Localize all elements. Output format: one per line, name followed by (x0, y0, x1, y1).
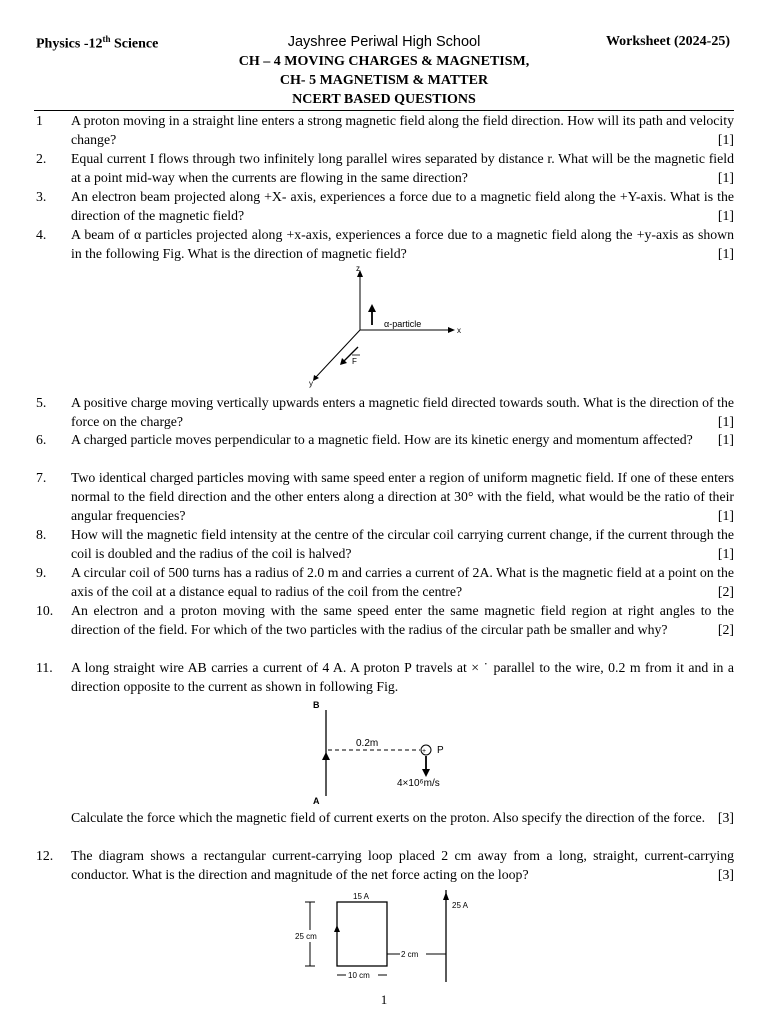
y-axis-label: y (309, 379, 313, 388)
force-label: F (352, 357, 357, 366)
question-7: 7. Two identical charged particles moving with same speed enter a region of uniform magnetic field. If one of these enters normal to the field direction and the other enters along a direction at 30° with the field, what would be the ratio of their angular frequencies? [1] (36, 470, 734, 523)
alpha-particle-label: α-particle (384, 319, 422, 329)
chapter-title-1: CH – 4 MOVING CHARGES & MAGNETISM, (238, 54, 530, 69)
wire-proton-figure (300, 696, 480, 808)
loop-width-label: 10 cm (348, 971, 370, 980)
loop-current-label: 15 A (353, 892, 370, 901)
question-2: 2. Equal current I flows through two infinitely long parallel wires separated by distance r. What will be the magnetic field at a point mid-way when the currents are flowing in the same direction? [1] (36, 151, 734, 185)
page-number: 1 (380, 992, 388, 1007)
proton-speed-label: 4×10⁶m/s (397, 778, 440, 789)
question-8: 8. How will the magnetic field intensity at the centre of the circular coil carrying current change, if the current through the coil is doubled and the radius of the coil is halved? [1] (36, 527, 734, 561)
question-1: 1 A proton moving in a straight line enters a strong magnetic field along the field direction. How will its path and velocity change? [1] (36, 113, 734, 147)
loop-conductor-figure (290, 888, 490, 986)
loop-height-label: 25 cm (295, 932, 317, 941)
wire-current-label: 25 A (452, 901, 469, 910)
wire-end-b-label: B (313, 700, 320, 710)
chapter-title-2: CH- 5 MAGNETISM & MATTER (279, 73, 489, 88)
z-axis-label: z (356, 265, 360, 273)
worksheet-label: Worksheet (2024-25) (605, 34, 730, 49)
section-title: NCERT BASED QUESTIONS (292, 92, 476, 107)
subject-label: Physics -12th Science (36, 34, 159, 52)
x-axis-label: x (457, 326, 461, 335)
question-5: 5. A positive charge moving vertically upwards enters a magnetic field directed towards south. What is the direction of the force on the charge? [1] (36, 395, 734, 429)
question-12: 12. The diagram shows a rectangular current-carrying loop placed 2 cm away from a long, straight, current-carrying conductor. What is the direction and magnitude of the net force acting on the loop? [3] (36, 848, 734, 882)
question-11-part-b: Calculate the force which the magnetic field of current exerts on the proton. Also specify the direction of the force. [3] (71, 810, 734, 825)
question-3: 3. An electron beam projected along +X- axis, experiences a force due to a magnetic field along the +Y-axis. What is the direction of the magnetic field? [1] (36, 189, 734, 223)
school-name: Jayshree Periwal High School (287, 34, 481, 50)
question-11: 11. A long straight wire AB carries a current of 4 A. A proton P travels at × ˙ parallel to the wire, 0.2 m from it and in a direction opposite to the current as shown in following Fig. (36, 660, 734, 694)
question-9: 9. A circular coil of 500 turns has a radius of 2.0 m and carries a current of 2A. What is the magnetic field at a point on the axis of the coil at a distance equal to radius of the coil from the centre? [2] (36, 565, 734, 599)
alpha-particle-axes-figure (300, 265, 480, 390)
gap-distance-label: 2 cm (401, 950, 419, 959)
proton-label: P (437, 745, 444, 756)
question-6: 6. A charged particle moves perpendicular to a magnetic field. How are its kinetic energy and momentum affected? [1] (36, 432, 734, 447)
distance-label: 0.2m (356, 738, 379, 749)
question-4: 4. A beam of α particles projected along +x-axis, experiences a force due to a magnetic field along the +y-axis as shown in the following Fig. What is the direction of magnetic field? [1] (36, 227, 734, 261)
svg-text:+: + (422, 748, 427, 755)
wire-end-a-label: A (313, 796, 320, 806)
question-10: 10. An electron and a proton moving with the same speed enter the same magnetic field region at right angles to the direction of the field. For which of the two particles with the radius of the circular path be smaller and why? [2] (36, 603, 734, 637)
